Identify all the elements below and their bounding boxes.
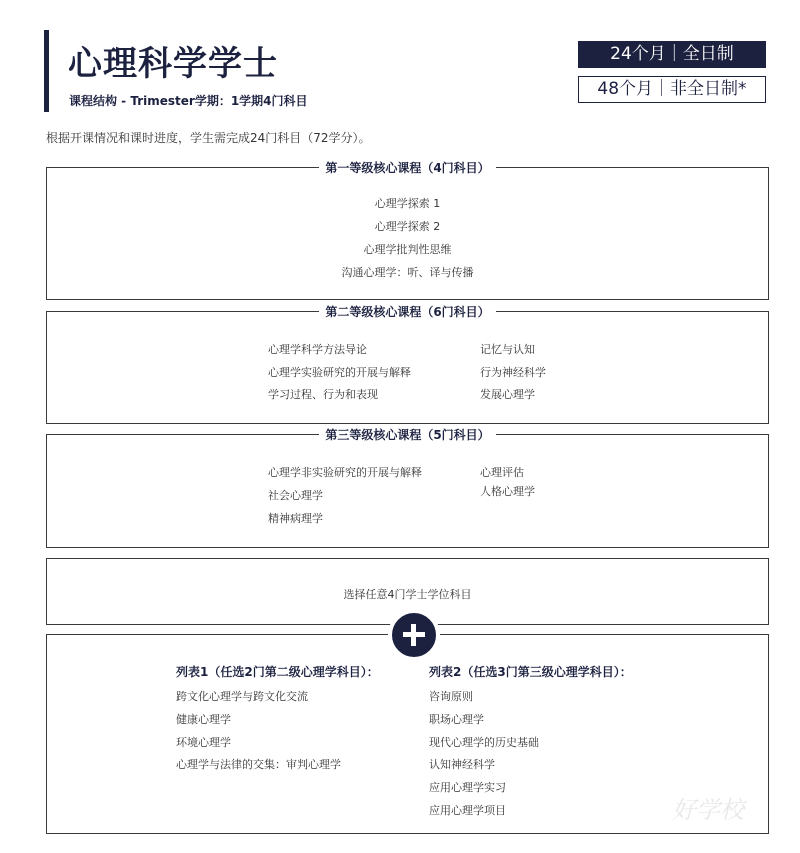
course-item: 心理学实验研究的开展与解释 <box>268 366 411 379</box>
list1-item: 健康心理学 <box>176 713 231 726</box>
page-subtitle: 课程结构 - Trimester学期：1学期4门科目 <box>69 94 308 108</box>
lists-box <box>46 634 769 834</box>
level1-box <box>46 161 769 300</box>
elective-text: 选择任意4门学士学位科目 <box>343 588 472 601</box>
level3-title: 第三等级核心课程（5门科目） <box>47 426 768 443</box>
course-item: 学习过程、行为和表现 <box>268 388 378 401</box>
course-item: 心理学探索 2 <box>374 220 441 233</box>
level1-course-list <box>47 192 768 284</box>
list2-item: 应用心理学项目 <box>429 804 506 817</box>
course-item: 社会心理学 <box>268 489 323 502</box>
course-item: 心理学探索 1 <box>374 197 441 210</box>
course-item: 精神病理学 <box>268 512 323 525</box>
list2-title: 列表2（任选3门第三级心理学科目）： <box>429 665 632 679</box>
list1-item: 跨文化心理学与跨文化交流 <box>176 690 308 703</box>
course-item: 记忆与认知 <box>480 343 535 356</box>
course-item: 心理学科学方法导论 <box>268 343 367 356</box>
level3-box <box>46 428 769 548</box>
page-title: 心理科学学士 <box>68 44 278 84</box>
list2-item: 咨询原则 <box>429 690 473 703</box>
course-item: 心理学批判性思维 <box>363 243 452 256</box>
course-item: 人格心理学 <box>480 485 535 498</box>
level1-title: 第一等级核心课程（4门科目） <box>47 159 768 176</box>
course-item: 心理评估 <box>480 466 524 479</box>
list2-item: 现代心理学的历史基础 <box>429 736 539 749</box>
list2-item: 应用心理学实习 <box>429 781 506 794</box>
level2-title: 第二等级核心课程（6门科目） <box>47 303 768 320</box>
course-item: 行为神经科学 <box>480 366 546 379</box>
list2-item: 职场心理学 <box>429 713 484 726</box>
list1-title: 列表1（任选2门第二级心理学科目）： <box>176 665 379 679</box>
course-item: 沟通心理学：听、译与传播 <box>341 266 474 279</box>
level2-box <box>46 305 769 424</box>
list1-item: 心理学与法律的交集：审判心理学 <box>176 758 341 771</box>
list1-item: 环境心理学 <box>176 736 231 749</box>
fulltime-badge: 24个月｜全日制 <box>578 41 766 68</box>
plus-icon <box>388 609 440 661</box>
parttime-badge: 48个月｜非全日制* <box>578 76 766 103</box>
course-item: 发展心理学 <box>480 388 535 401</box>
elective-text-wrap <box>47 583 768 606</box>
intro-text: 根据开课情况和课时进度，学生需完成24门科目（72学分）。 <box>46 131 371 145</box>
watermark-logo: 好学校 <box>672 796 744 824</box>
header-accent-bar <box>44 30 49 112</box>
list2-item: 认知神经科学 <box>429 758 495 771</box>
course-item: 心理学非实验研究的开展与解释 <box>268 466 422 479</box>
